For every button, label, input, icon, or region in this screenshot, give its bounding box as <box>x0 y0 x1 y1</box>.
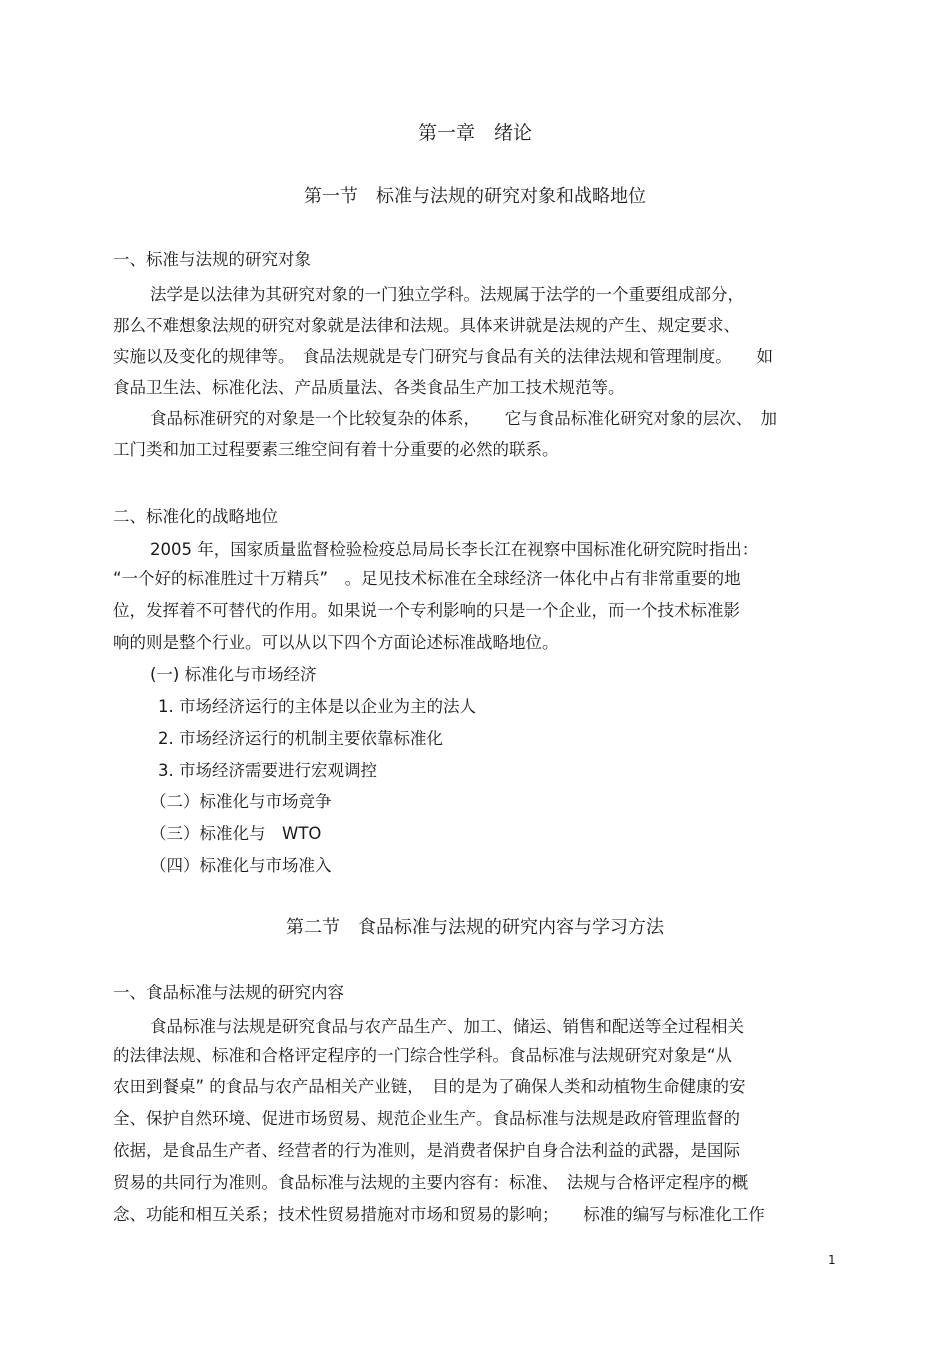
page-number: 1 <box>828 1253 836 1267</box>
outline-item: (一) 标准化与市场经济 <box>150 665 317 684</box>
paragraph-line: 那么不难想象法规的研究对象就是法律和法规。具体来讲就是法规的产生、规定要求、 <box>113 316 740 335</box>
section-title: 第二节 食品标准与法规的研究内容与学习方法 <box>286 917 664 938</box>
paragraph-line: 念、功能和相互关系；技术性贸易措施对市场和贸易的影响； 标准的编写与标准化工作 <box>113 1205 765 1224</box>
subsection-heading: 一、食品标准与法规的研究内容 <box>113 983 344 1002</box>
outline-item: （二）标准化与市场竞争 <box>150 792 332 811</box>
chapter-title: 第一章 绪论 <box>417 122 532 144</box>
paragraph-line: 2005 年，国家质量监督检验检疫总局局长李长江在视察中国标准化研究院时指出： <box>150 540 759 559</box>
outline-item: （四）标准化与市场准入 <box>150 856 332 875</box>
paragraph-line: 农田到餐桌” 的食品与农产品相关产业链， 目的是为了确保人类和动植物生命健康的安 <box>113 1077 746 1096</box>
subsection-heading: 一、标准与法规的研究对象 <box>113 250 311 269</box>
paragraph-line: 食品标准研究的对象是一个比较复杂的体系， 它与食品标准化研究对象的层次、 加 <box>150 409 777 428</box>
paragraph-line: 贸易的共同行为准则。食品标准与法规的主要内容有：标准、 法规与合格评定程序的概 <box>113 1173 749 1192</box>
paragraph-line: 全、保护自然环境、促进市场贸易、规范企业生产。食品标准与法规是政府管理监督的 <box>113 1109 740 1128</box>
outline-item: 2. 市场经济运行的机制主要依靠标准化 <box>158 729 443 748</box>
paragraph-line: 位，发挥着不可替代的作用。如果说一个专利影响的只是一个企业，而一个技术标准影 <box>113 601 740 620</box>
outline-item: 3. 市场经济需要进行宏观调控 <box>158 761 377 780</box>
paragraph-line: 依据，是食品生产者、经营者的行为准则，是消费者保护自身合法利益的武器，是国际 <box>113 1141 740 1160</box>
paragraph-line: 工门类和加工过程要素三维空间有着十分重要的必然的联系。 <box>113 440 559 459</box>
subsection-heading: 二、标准化的战略地位 <box>113 507 278 526</box>
section-title: 第一节 标准与法规的研究对象和战略地位 <box>304 186 646 207</box>
paragraph-line: 响的则是整个行业。可以从以下四个方面论述标准战略地位。 <box>113 633 559 652</box>
paragraph-line: 的法律法规、标准和合格评定程序的一门综合性学科。食品标准与法规研究对象是“从 <box>113 1046 733 1065</box>
paragraph-line: 法学是以法律为其研究对象的一门独立学科。法规属于法学的一个重要组成部分， <box>150 285 744 304</box>
outline-item: （三）标准化与 WTO <box>150 824 322 843</box>
paragraph-line: “一个好的标准胜过十万精兵” 。足见技术标准在全球经济一体化中占有非常重要的地 <box>113 569 741 588</box>
paragraph-line: 食品标准与法规是研究食品与农产品生产、加工、储运、销售和配送等全过程相关 <box>150 1017 744 1036</box>
paragraph-line: 食品卫生法、标准化法、产品质量法、各类食品生产加工技术规范等。 <box>113 378 625 397</box>
outline-item: 1. 市场经济运行的主体是以企业为主的法人 <box>158 697 476 716</box>
paragraph-line: 实施以及变化的规律等。 食品法规就是专门研究与食品有关的法律法规和管理制度。 如 <box>113 347 773 366</box>
